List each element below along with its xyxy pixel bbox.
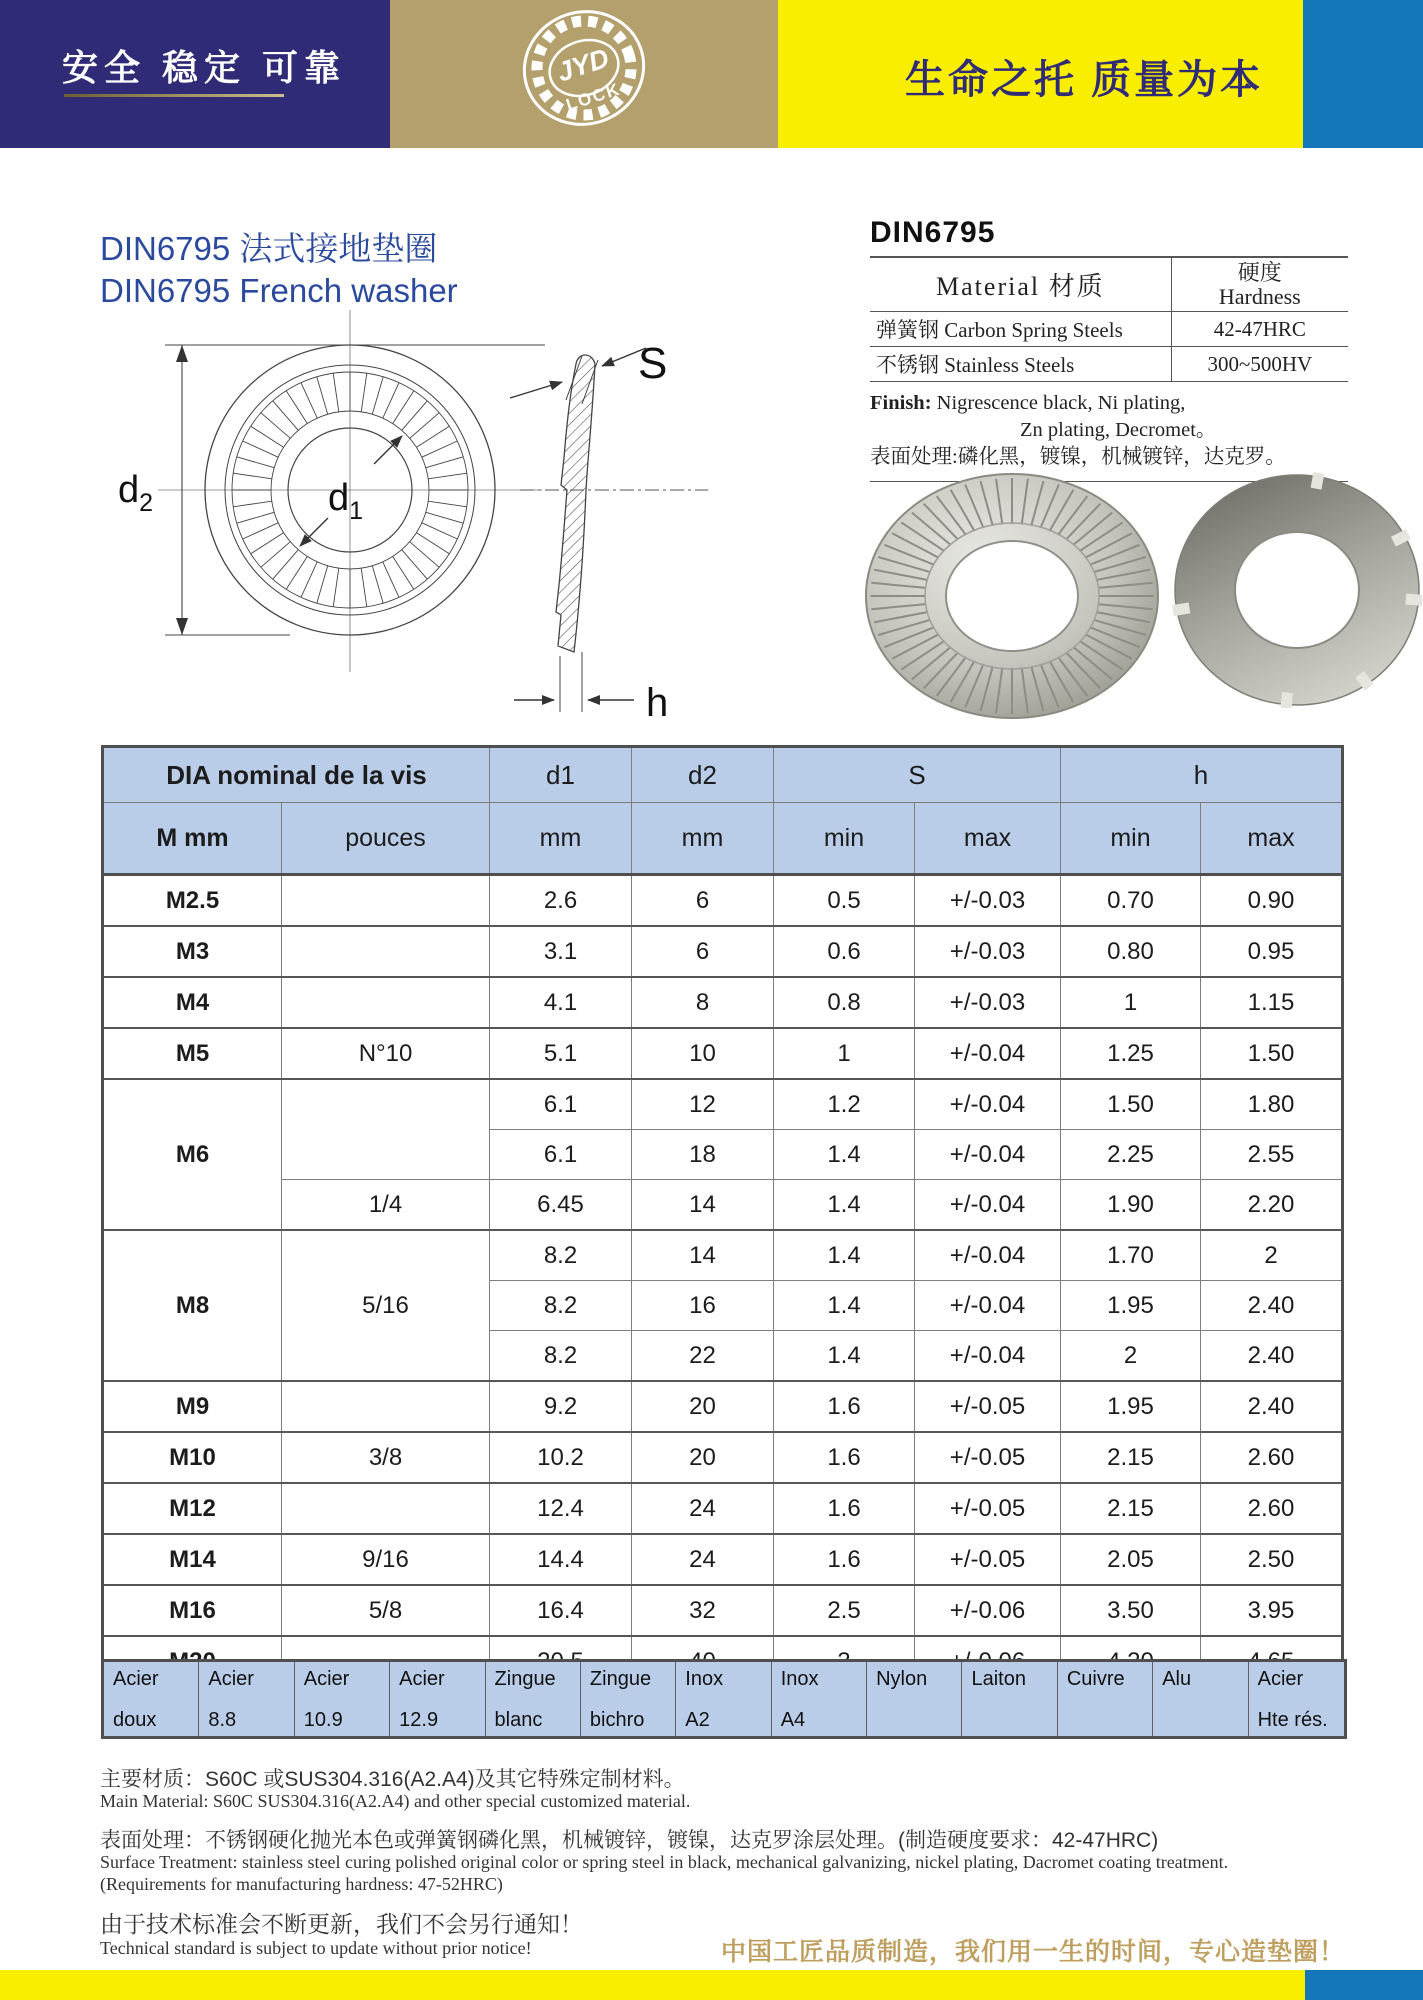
cell-smax: +/-0.04 bbox=[915, 1281, 1061, 1331]
washer-photo-front bbox=[862, 470, 1162, 722]
cell-hmax: 2.20 bbox=[1201, 1180, 1343, 1231]
cell-pouces: N°10 bbox=[282, 1028, 490, 1079]
cell-smin: 1.4 bbox=[774, 1180, 915, 1231]
banner-yellow-block bbox=[778, 0, 1303, 148]
material-option: Acier 8.8 bbox=[199, 1662, 294, 1736]
cell-pouces: 5/16 bbox=[282, 1230, 490, 1381]
spec-col-material: Material 材质 bbox=[870, 257, 1171, 312]
cell-pouces bbox=[282, 926, 490, 977]
notice-zh: 由于技术标准会不断更新，我们不会另行通知！ bbox=[100, 1911, 583, 1937]
label-d2: $d_2$ bbox=[118, 469, 154, 517]
footer-bar-blue bbox=[1305, 1970, 1423, 2000]
cell-d1: 10.2 bbox=[490, 1432, 632, 1483]
cell-smin: 1 bbox=[774, 1028, 915, 1079]
cell-d2: 14 bbox=[632, 1180, 774, 1231]
label-d1: $d_1$ bbox=[328, 477, 364, 525]
cell-smax: +/-0.03 bbox=[915, 926, 1061, 977]
table-row bbox=[103, 1180, 1343, 1231]
table-row bbox=[103, 1028, 1343, 1079]
table-row bbox=[103, 875, 1343, 927]
cell-pouces: 9/16 bbox=[282, 1534, 490, 1585]
table-row bbox=[103, 1381, 1343, 1432]
cell-d2: 24 bbox=[632, 1483, 774, 1534]
cell-d1: 16.4 bbox=[490, 1585, 632, 1636]
cell-smax: +/-0.05 bbox=[915, 1483, 1061, 1534]
cell-smax: +/-0.03 bbox=[915, 977, 1061, 1028]
finish-note: Finish: Nigrescence black, Ni plating, Zn plating, Decromet。 表面处理:磷化黑，镀镍，机械镀锌，达克罗。 bbox=[870, 382, 1348, 482]
col-header-mm2: mm bbox=[632, 803, 774, 875]
cell-d2: 20 bbox=[632, 1381, 774, 1432]
cell-hmin: 1.25 bbox=[1061, 1028, 1201, 1079]
cell-hmin: 3.50 bbox=[1061, 1585, 1201, 1636]
cell-d1: 3.1 bbox=[490, 926, 632, 977]
cell-hmax: 2.40 bbox=[1201, 1381, 1343, 1432]
table-row bbox=[103, 1432, 1343, 1483]
cell-m: M3 bbox=[103, 926, 282, 977]
note-surface-treatment-zh: 表面处理：不锈钢硬化抛光本色或弹簧钢磷化黑，机械镀锌，镀镍，达克罗涂层处理。(制造硬度要求：42-47HRC) bbox=[100, 1829, 1159, 1852]
cell-d1: 2.6 bbox=[490, 875, 632, 927]
washer-photo-back bbox=[1172, 472, 1422, 708]
col-header-smax: max bbox=[915, 803, 1061, 875]
col-header-dia: DIA nominal de la vis bbox=[103, 747, 490, 803]
cell-pouces bbox=[282, 977, 490, 1028]
cell-m: M2.5 bbox=[103, 875, 282, 927]
cell-d2: 14 bbox=[632, 1230, 774, 1281]
cell-hmax: 2.55 bbox=[1201, 1130, 1343, 1180]
cell-d2: 22 bbox=[632, 1331, 774, 1382]
cell-smin: 0.6 bbox=[774, 926, 915, 977]
banner-slogan-right: 生命之托 质量为本 bbox=[905, 58, 1264, 102]
spec-hardness-2: 300~500HV bbox=[1207, 351, 1313, 376]
cell-d1: 4.1 bbox=[490, 977, 632, 1028]
cell-hmax: 2.50 bbox=[1201, 1534, 1343, 1585]
top-banner bbox=[0, 0, 1423, 148]
banner-navy-block bbox=[0, 0, 390, 148]
cell-hmin: 0.80 bbox=[1061, 926, 1201, 977]
note-main-material-en: Main Material: S60C SUS304.316(A2.A4) and other special customized material. bbox=[100, 1791, 691, 1811]
cell-m: M10 bbox=[103, 1432, 282, 1483]
washer-cross-section bbox=[556, 355, 595, 652]
cell-hmin: 1.95 bbox=[1061, 1381, 1201, 1432]
cell-smax: +/-0.05 bbox=[915, 1534, 1061, 1585]
cell-smax: +/-0.04 bbox=[915, 1028, 1061, 1079]
col-header-h: h bbox=[1061, 747, 1343, 803]
cell-hmax: 2.40 bbox=[1201, 1281, 1343, 1331]
col-header-hmax: max bbox=[1201, 803, 1343, 875]
table-row bbox=[103, 977, 1343, 1028]
note-hardness-requirement: (Requirements for manufacturing hardness: 47-52HRC) bbox=[100, 1874, 503, 1894]
cell-smax: +/-0.04 bbox=[915, 1230, 1061, 1281]
cell-hmax: 2 bbox=[1201, 1230, 1343, 1281]
material-option: Cuivre bbox=[1058, 1662, 1153, 1736]
cell-hmin: 0.70 bbox=[1061, 875, 1201, 927]
cell-m: M8 bbox=[103, 1230, 282, 1381]
material-option: Acier 12.9 bbox=[390, 1662, 485, 1736]
cell-hmax: 0.95 bbox=[1201, 926, 1343, 977]
material-option: Acier doux bbox=[104, 1662, 199, 1736]
jyd-lock-logo-icon bbox=[509, 4, 659, 140]
col-header-m: M mm bbox=[103, 803, 282, 875]
cell-d2: 6 bbox=[632, 875, 774, 927]
cell-smax: +/-0.04 bbox=[915, 1180, 1061, 1231]
cell-pouces bbox=[282, 1079, 490, 1180]
banner-gold-block bbox=[390, 0, 778, 148]
banner-gold-underline bbox=[64, 94, 284, 97]
cell-smin: 0.8 bbox=[774, 977, 915, 1028]
material-option: Zingue blanc bbox=[486, 1662, 581, 1736]
cell-hmin: 2.15 bbox=[1061, 1483, 1201, 1534]
cell-d2: 24 bbox=[632, 1534, 774, 1585]
cell-d2: 6 bbox=[632, 926, 774, 977]
spec-material-1: 弹簧钢 Carbon Spring Steels bbox=[870, 312, 1171, 347]
cell-hmax: 2.60 bbox=[1201, 1483, 1343, 1534]
cell-smax: +/-0.06 bbox=[915, 1585, 1061, 1636]
cell-smin: 1.6 bbox=[774, 1483, 915, 1534]
cell-pouces bbox=[282, 1483, 490, 1534]
cell-d2: 20 bbox=[632, 1432, 774, 1483]
cell-hmax: 0.90 bbox=[1201, 875, 1343, 927]
banner-slogan-left: 安全 稳定 可靠 bbox=[62, 47, 347, 88]
cell-d2: 18 bbox=[632, 1130, 774, 1180]
note-surface-treatment-en: Surface Treatment: stainless steel curing polished original color or spring steel in black, mechanical galvanizing, nickel plating, Dacromet coating treatment. bbox=[100, 1852, 1229, 1872]
spec-heading: DIN6795 bbox=[870, 216, 996, 249]
cell-d2: 10 bbox=[632, 1028, 774, 1079]
banner-blue-block bbox=[1303, 0, 1423, 148]
cell-smin: 1.6 bbox=[774, 1381, 915, 1432]
note-main-material-zh: 主要材质：S60C 或SUS304.316(A2.A4)及其它特殊定制材料。 bbox=[100, 1768, 685, 1791]
cell-smax: +/-0.04 bbox=[915, 1130, 1061, 1180]
material-option: Zingue bichro bbox=[581, 1662, 676, 1736]
cell-smin: 1.4 bbox=[774, 1281, 915, 1331]
material-option: Laiton bbox=[962, 1662, 1057, 1736]
table-row bbox=[103, 926, 1343, 977]
cell-d1: 8.2 bbox=[490, 1281, 632, 1331]
page-title-en: DIN6795 French washer bbox=[100, 272, 458, 309]
table-row bbox=[103, 1483, 1343, 1534]
cell-smin: 1.4 bbox=[774, 1331, 915, 1382]
cell-d2: 32 bbox=[632, 1585, 774, 1636]
cell-m: M16 bbox=[103, 1585, 282, 1636]
cell-d1: 9.2 bbox=[490, 1381, 632, 1432]
cell-hmin: 2.25 bbox=[1061, 1130, 1201, 1180]
cell-m: M14 bbox=[103, 1534, 282, 1585]
cell-hmax: 1.50 bbox=[1201, 1028, 1343, 1079]
cell-d1: 5.1 bbox=[490, 1028, 632, 1079]
logo-text-jyd: JYD bbox=[553, 42, 613, 88]
label-s: S bbox=[638, 339, 668, 388]
cell-hmin: 2.05 bbox=[1061, 1534, 1201, 1585]
cell-m: M9 bbox=[103, 1381, 282, 1432]
col-header-s: S bbox=[774, 747, 1061, 803]
cell-hmin: 2 bbox=[1061, 1331, 1201, 1382]
cell-smin: 1.6 bbox=[774, 1432, 915, 1483]
footer-slogan: 中国工匠品质制造，我们用一生的时间，专心造垫圈！ bbox=[720, 1938, 1345, 1966]
material-option: Acier Hte rés. bbox=[1257, 1668, 1328, 1731]
cell-hmax: 2.40 bbox=[1201, 1331, 1343, 1382]
cell-m: M12 bbox=[103, 1483, 282, 1534]
cell-smin: 2.5 bbox=[774, 1585, 915, 1636]
cell-d1: 12.4 bbox=[490, 1483, 632, 1534]
cell-smin: 1.4 bbox=[774, 1230, 915, 1281]
material-option: Acier 10.9 bbox=[295, 1662, 390, 1736]
cell-hmin: 1.70 bbox=[1061, 1230, 1201, 1281]
table-row bbox=[103, 1585, 1343, 1636]
cell-d1: 14.4 bbox=[490, 1534, 632, 1585]
spec-col-hardness: 硬度 Hardness bbox=[1218, 259, 1301, 309]
cell-m: M6 bbox=[103, 1079, 282, 1230]
cell-d1: 8.2 bbox=[490, 1230, 632, 1281]
cell-pouces bbox=[282, 1381, 490, 1432]
cell-hmax: 2.60 bbox=[1201, 1432, 1343, 1483]
cell-pouces: 5/8 bbox=[282, 1585, 490, 1636]
cell-d1: 6.1 bbox=[490, 1079, 632, 1130]
table-row bbox=[103, 1230, 1343, 1281]
cell-hmin: 1 bbox=[1061, 977, 1201, 1028]
cell-d2: 8 bbox=[632, 977, 774, 1028]
technical-drawing bbox=[90, 270, 730, 740]
cell-smin: 0.5 bbox=[774, 875, 915, 927]
label-h: h bbox=[646, 681, 669, 725]
spec-hardness-1: 42-47HRC bbox=[1213, 316, 1306, 341]
cell-pouces: 3/8 bbox=[282, 1432, 490, 1483]
cell-pouces bbox=[282, 875, 490, 927]
cell-smax: +/-0.05 bbox=[915, 1381, 1061, 1432]
cell-d2: 12 bbox=[632, 1079, 774, 1130]
cell-hmax: 1.15 bbox=[1201, 977, 1343, 1028]
material-hardness-table bbox=[870, 256, 1348, 382]
cell-smax: +/-0.04 bbox=[915, 1331, 1061, 1382]
cell-smax: +/-0.04 bbox=[915, 1079, 1061, 1130]
cell-smin: 1.4 bbox=[774, 1130, 915, 1180]
cell-hmin: 2.15 bbox=[1061, 1432, 1201, 1483]
cell-d1: 6.45 bbox=[490, 1180, 632, 1231]
cell-smax: +/-0.05 bbox=[915, 1432, 1061, 1483]
material-option: Inox A4 bbox=[772, 1662, 867, 1736]
col-header-hmin: min bbox=[1061, 803, 1201, 875]
cell-smax: +/-0.03 bbox=[915, 875, 1061, 927]
col-header-mm1: mm bbox=[490, 803, 632, 875]
cell-smin: 1.6 bbox=[774, 1534, 915, 1585]
cell-m: M4 bbox=[103, 977, 282, 1028]
table-row bbox=[103, 1079, 1343, 1130]
cell-d1: 8.2 bbox=[490, 1331, 632, 1382]
spec-material-2: 不锈钢 Stainless Steels bbox=[870, 347, 1171, 382]
page-title-zh: DIN6795 法式接地垫圈 bbox=[100, 230, 438, 267]
cell-d1: 6.1 bbox=[490, 1130, 632, 1180]
col-header-d2: d2 bbox=[632, 747, 774, 803]
cell-d2: 16 bbox=[632, 1281, 774, 1331]
material-option: Alu bbox=[1153, 1662, 1248, 1736]
cell-hmax: 1.80 bbox=[1201, 1079, 1343, 1130]
table-row bbox=[103, 1534, 1343, 1585]
col-header-smin: min bbox=[774, 803, 915, 875]
finish-label: Finish: bbox=[870, 392, 932, 414]
material-option: Nylon bbox=[867, 1662, 962, 1736]
footer-bar-yellow bbox=[0, 1970, 1305, 2000]
cell-hmin: 1.95 bbox=[1061, 1281, 1201, 1331]
col-header-pouces: pouces bbox=[282, 803, 490, 875]
col-header-d1: d1 bbox=[490, 747, 632, 803]
cell-m: M5 bbox=[103, 1028, 282, 1079]
material-option: Inox A2 bbox=[676, 1662, 771, 1736]
cell-pouces: 1/4 bbox=[282, 1180, 490, 1231]
cell-smin: 1.2 bbox=[774, 1079, 915, 1130]
cell-hmin: 1.90 bbox=[1061, 1180, 1201, 1231]
logo-text-lock: LOCK bbox=[563, 79, 624, 115]
materials-strip bbox=[101, 1659, 1347, 1739]
cell-hmin: 1.50 bbox=[1061, 1079, 1201, 1130]
spec-panel bbox=[870, 216, 1348, 482]
dimension-table bbox=[101, 745, 1344, 1689]
notice-en: Technical standard is subject to update without prior notice! bbox=[100, 1938, 532, 1958]
cell-hmax: 3.95 bbox=[1201, 1585, 1343, 1636]
